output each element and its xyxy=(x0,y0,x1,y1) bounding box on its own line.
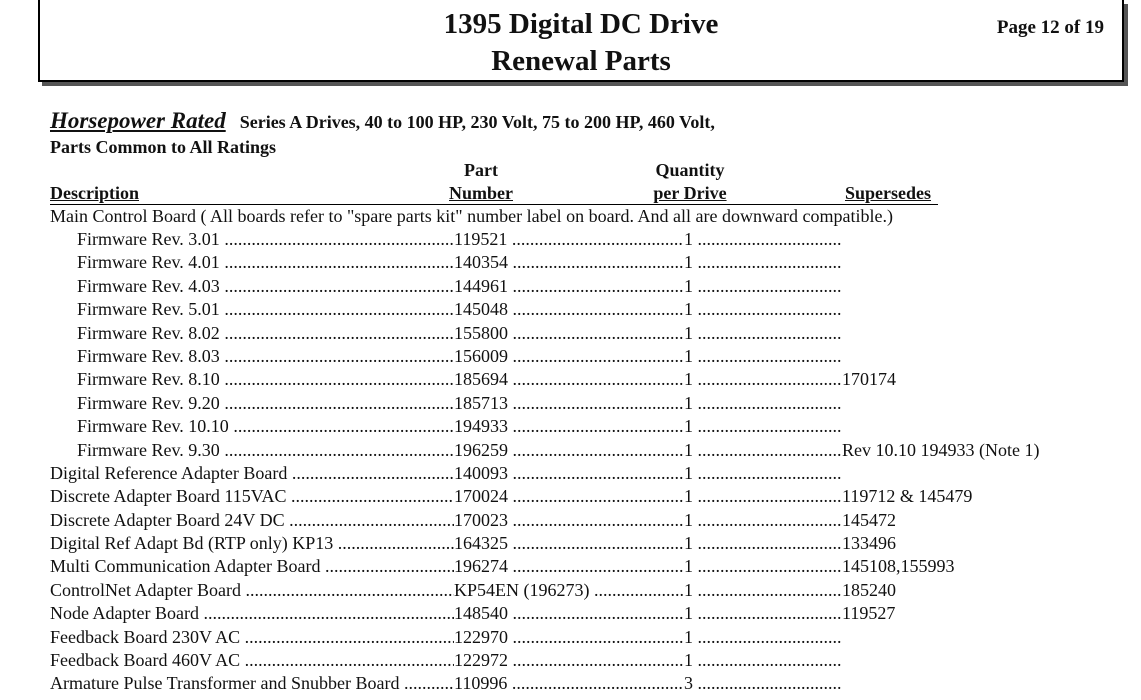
table-row xyxy=(0,579,1141,602)
row-quantity: 1 ..... xyxy=(684,555,842,578)
series-description: Series A Drives, 40 to 100 HP, 230 Volt, 75 to 200 HP, 460 Volt, xyxy=(239,112,715,132)
row-supersedes: 185240 xyxy=(842,579,896,600)
table-row xyxy=(0,509,1141,532)
document-title: 1395 Digital DC Drive xyxy=(443,8,719,40)
row-description: ControlNet Adapter Board ..... xyxy=(50,579,454,602)
table-row xyxy=(0,485,1141,508)
row-description: Firmware Rev. 8.02 ..... xyxy=(77,322,454,345)
row-part-number: 148540 ..... xyxy=(454,602,684,625)
row-part-number: 185713 ..... xyxy=(454,392,684,415)
row-quantity: 1 ..... xyxy=(684,579,842,602)
row-part-number: 122970 ..... xyxy=(454,626,684,649)
row-supersedes: Rev 10.10 194933 (Note 1) xyxy=(842,439,1040,460)
main-control-board-note: Main Control Board ( All boards refer to "spare parts kit" number label on board. And all are downward compatible.) xyxy=(50,206,893,226)
row-supersedes: 119527 xyxy=(842,603,896,624)
row-description: Firmware Rev. 10.10 ..... xyxy=(77,415,454,438)
table-row xyxy=(0,322,1141,345)
row-quantity: 1 ..... xyxy=(684,626,842,649)
page-number: Page 12 of 19 xyxy=(996,17,1104,38)
horsepower-rated-heading: Horsepower Rated xyxy=(50,108,226,133)
row-quantity: 1 ..... xyxy=(684,345,842,368)
row-description: Firmware Rev. 9.30 ..... xyxy=(77,439,454,462)
row-supersedes: 119712 & 145479 xyxy=(842,486,973,507)
column-header-quantity: Quantity per Drive xyxy=(653,160,727,203)
table-row xyxy=(0,532,1141,555)
row-description: Firmware Rev. 4.01 ..... xyxy=(77,251,454,274)
row-description: Firmware Rev. 8.03 ..... xyxy=(77,345,454,368)
row-quantity: 1 ..... xyxy=(684,368,842,391)
row-part-number: 155800 ..... xyxy=(454,322,684,345)
row-part-number: 170024 ..... xyxy=(454,485,684,508)
row-quantity: 1 ..... xyxy=(684,462,842,485)
row-quantity: 1 ..... xyxy=(684,275,842,298)
parts-table xyxy=(0,228,1141,696)
column-header-description: Description xyxy=(50,183,139,203)
row-description: Firmware Rev. 8.10 ..... xyxy=(77,368,454,391)
row-quantity: 1 ..... xyxy=(684,251,842,274)
document-header xyxy=(38,0,1124,82)
row-description: Digital Ref Adapt Bd (RTP only) KP13 ..... xyxy=(50,532,454,555)
table-row xyxy=(0,392,1141,415)
row-quantity: 1 ..... xyxy=(684,439,842,462)
row-quantity: 1 ..... xyxy=(684,485,842,508)
table-row xyxy=(0,251,1141,274)
row-quantity: 1 ..... xyxy=(684,228,842,251)
row-supersedes: 145108,155993 xyxy=(842,556,955,577)
row-part-number: 185694 ..... xyxy=(454,368,684,391)
row-part-number: 145048 ..... xyxy=(454,298,684,321)
table-row xyxy=(0,672,1141,695)
row-description: Firmware Rev. 9.20 ..... xyxy=(77,392,454,415)
row-description: Discrete Adapter Board 115VAC ..... xyxy=(50,485,454,508)
row-quantity: 1 ..... xyxy=(684,415,842,438)
table-row xyxy=(0,415,1141,438)
table-row xyxy=(0,649,1141,672)
row-quantity: 1 ..... xyxy=(684,602,842,625)
table-row xyxy=(0,345,1141,368)
row-supersedes: 145472 xyxy=(842,509,896,530)
table-row xyxy=(0,298,1141,321)
row-description: Multi Communication Adapter Board ..... xyxy=(50,555,454,578)
table-row xyxy=(0,626,1141,649)
row-part-number: 156009 ..... xyxy=(454,345,684,368)
row-quantity: 1 ..... xyxy=(684,298,842,321)
row-part-number: 196259 ..... xyxy=(454,439,684,462)
row-description: Firmware Rev. 4.03 ..... xyxy=(77,275,454,298)
row-quantity: 3 ..... xyxy=(684,672,842,695)
row-part-number: 140354 ..... xyxy=(454,251,684,274)
row-part-number: 140093 ..... xyxy=(454,462,684,485)
row-supersedes: 133496 xyxy=(842,533,896,554)
row-description: Feedback Board 230V AC ..... xyxy=(50,626,454,649)
row-description: Feedback Board 460V AC ..... xyxy=(50,649,454,672)
row-part-number: 119521 ..... xyxy=(454,228,684,251)
table-row xyxy=(0,275,1141,298)
table-row xyxy=(0,555,1141,578)
row-part-number: 194933 ..... xyxy=(454,415,684,438)
common-parts-label: Parts Common to All Ratings xyxy=(50,137,276,157)
section-heading xyxy=(50,108,715,134)
row-quantity: 1 ..... xyxy=(684,392,842,415)
row-description: Firmware Rev. 3.01 ..... xyxy=(77,228,454,251)
row-part-number: 144961 ..... xyxy=(454,275,684,298)
row-quantity: 1 ..... xyxy=(684,322,842,345)
column-header-part-number: Part Number xyxy=(449,160,513,203)
row-description: Digital Reference Adapter Board ..... xyxy=(50,462,454,485)
row-description: Discrete Adapter Board 24V DC ..... xyxy=(50,509,454,532)
row-part-number: 164325 ..... xyxy=(454,532,684,555)
row-quantity: 1 ..... xyxy=(684,532,842,555)
row-part-number: KP54EN (196273) ..... xyxy=(454,579,684,602)
row-description: Armature Pulse Transformer and Snubber Board ..... xyxy=(50,672,454,695)
row-supersedes: 170174 xyxy=(842,369,896,390)
table-row xyxy=(0,439,1141,462)
row-quantity: 1 ..... xyxy=(684,509,842,532)
table-row xyxy=(0,462,1141,485)
column-header-supersedes: Supersedes xyxy=(844,183,931,203)
table-row xyxy=(0,602,1141,625)
row-part-number: 196274 ..... xyxy=(454,555,684,578)
row-part-number: 122972 ..... xyxy=(454,649,684,672)
document-subtitle: Renewal Parts xyxy=(491,45,671,77)
table-row xyxy=(0,368,1141,391)
table-row xyxy=(0,228,1141,251)
row-quantity: 1 ..... xyxy=(684,649,842,672)
row-description: Node Adapter Board ..... xyxy=(50,602,454,625)
row-part-number: 170023 ..... xyxy=(454,509,684,532)
row-description: Firmware Rev. 5.01 ..... xyxy=(77,298,454,321)
row-part-number: 110996 ..... xyxy=(454,672,684,695)
